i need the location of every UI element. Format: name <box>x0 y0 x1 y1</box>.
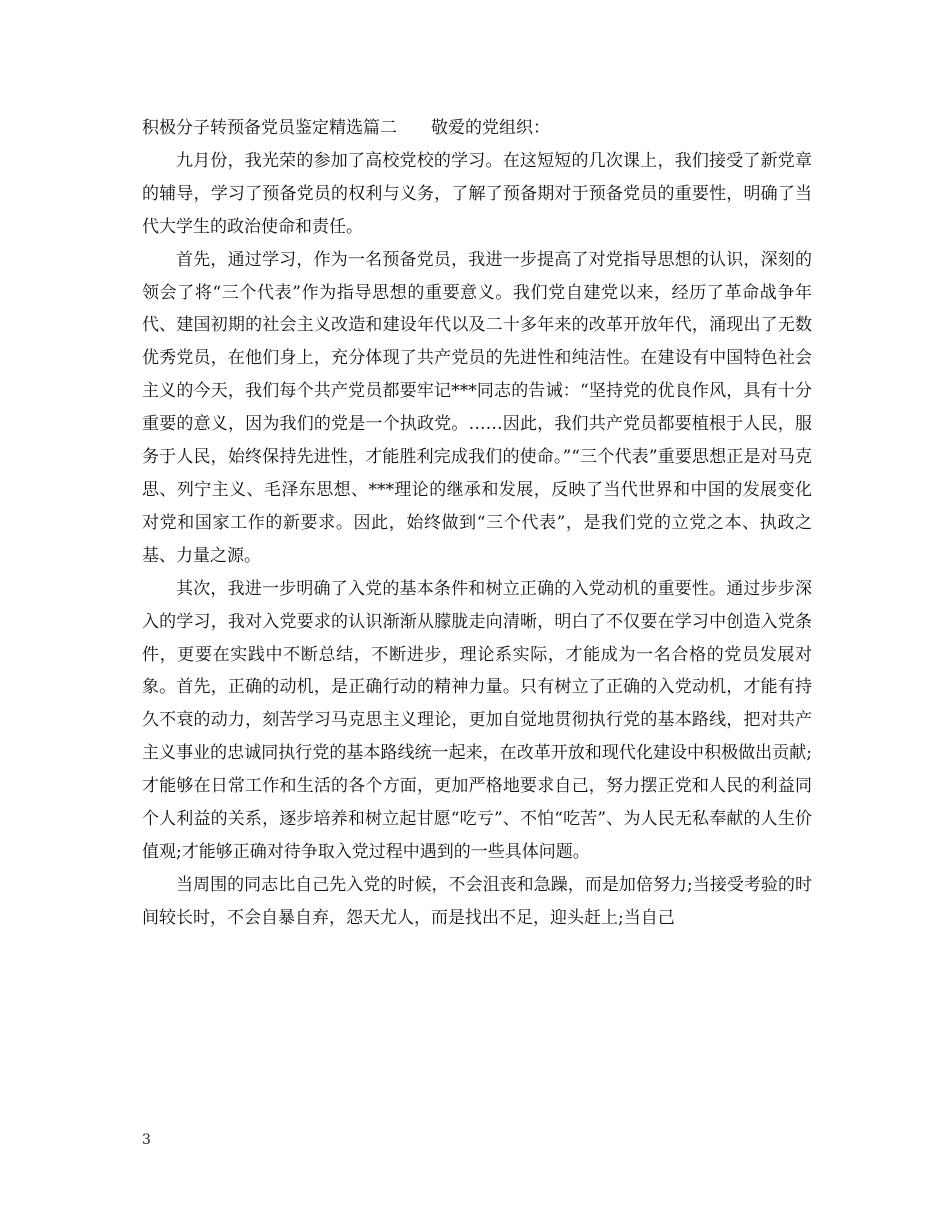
heading-line <box>142 112 812 145</box>
paragraph-2: 首先，通过学习，作为一名预备党员，我进一步提高了对党指导思想的认识，深刻的领会了将“三个代表”作为指导思想的重要意义。我们党自建党以来，经历了革命战争年代、建国初期的社会主义改造和建设年代以及二十多年来的改革开放年代，涌现出了无数优秀党员，在他们身上，充分体现了共产党员的先进性和纯洁性。在建设有中国特色社会主义的今天，我们每个共产党员都要牢记***同志的告诫：“坚持党的优良作风，具有十分重要的意义，因为我们的党是一个执政党。……因此，我们共产党员都要植根于人民，服务于人民，始终保持先进性，才能胜利完成我们的使命。”“三个代表”重要思想正是对马克思、列宁主义、毛泽东思想、***理论的继承和发展，反映了当代世界和中国的发展变化对党和国家工作的新要求。因此，始终做到“三个代表”，是我们党的立党之本、执政之基、力量之源。 <box>142 249 812 566</box>
paragraph-1: 九月份，我光荣的参加了高校党校的学习。在这短短的几次课上，我们接受了新党章的辅导，学习了预备党员的权利与义务，了解了预备期对于预备党员的重要性，明确了当代大学生的政治使命和责任。 <box>142 150 812 237</box>
document-body <box>142 112 812 935</box>
salutation: 敬爱的党组织： <box>431 118 550 138</box>
paragraph-4: 当周围的同志比自己先入党的时候，不会沮丧和急躁，而是加倍努力;当接受考验的时间较长时，不会自暴自弃，怨天尤人，而是找出不足，迎头赶上;当自己 <box>142 874 812 928</box>
document-title: 积极分子转预备党员鉴定精选篇二 <box>142 118 397 138</box>
page-number: 3 <box>142 1132 151 1148</box>
paragraph-3: 其次，我进一步明确了入党的基本条件和树立正确的入党动机的重要性。通过步步深入的学习，我对入党要求的认识渐渐从朦胧走向清晰，明白了不仅要在学习中创造入党条件，更要在实践中不断总结，不断进步，理论系实际，才能成为一名合格的党员发展对象。首先，正确的动机，是正确行动的精神力量。只有树立了正确的入党动机，才能有持久不衰的动力，刻苦学习马克思主义理论，更加自觉地贯彻执行党的基本路线，把对共产主义事业的忠诚同执行党的基本路线统一起来，在改革开放和现代化建设中积极做出贡献;才能够在日常工作和生活的各个方面，更加严格地要求自己，努力摆正党和人民的利益同个人利益的关系，逐步培养和树立起甘愿“吃亏”、不怕“吃苦”、为人民无私奉献的人生价值观;才能够正确对待争取入党过程中遇到的一些具体问题。 <box>142 578 812 862</box>
